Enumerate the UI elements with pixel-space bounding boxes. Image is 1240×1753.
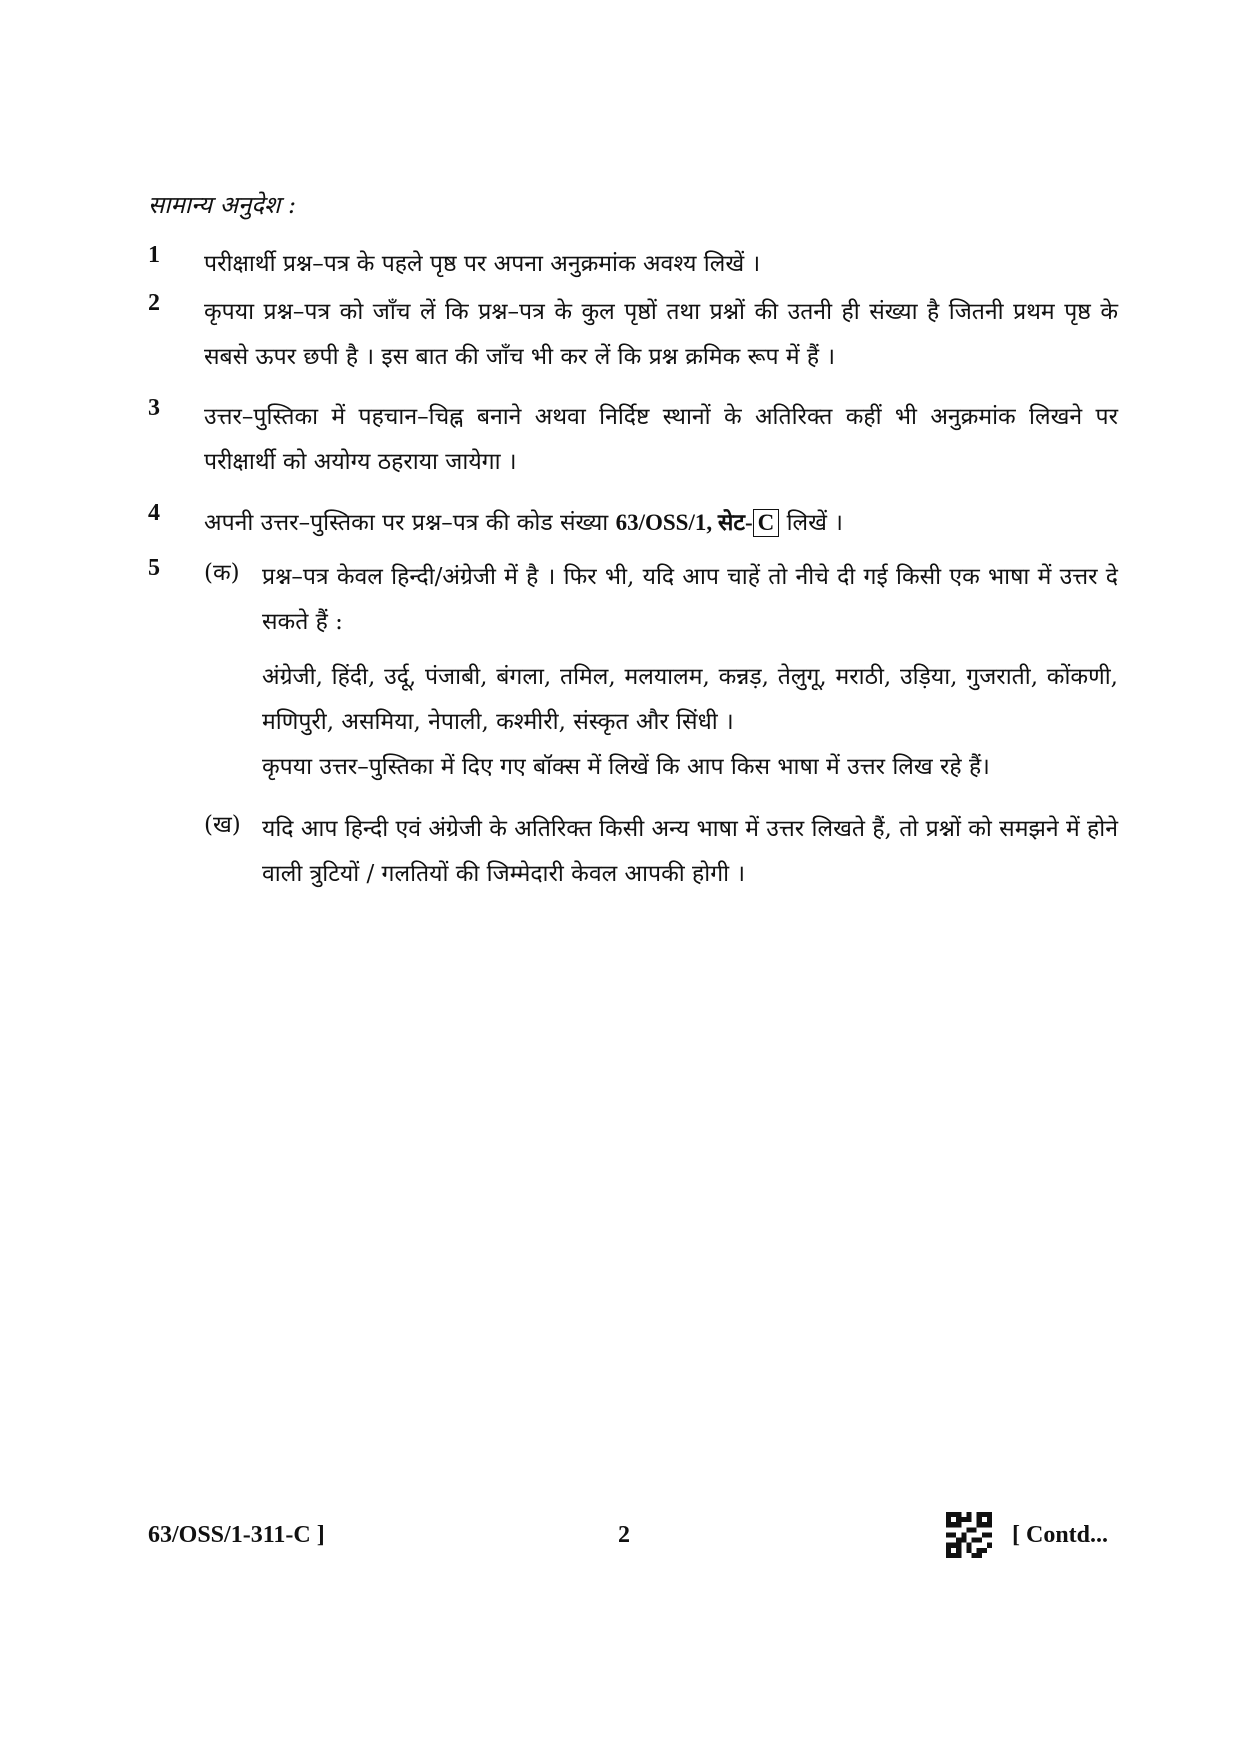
paper-code: 63/OSS/1, सेट- xyxy=(615,510,753,535)
instruction-number: 2 xyxy=(148,290,160,316)
instruction-text: कृपया प्रश्न–पत्र को जाँच लें कि प्रश्न–पत्र के कुल पृष्ठों तथा प्रश्नों की उतनी ही संख्या है जितनी प्रथम पृष्ठ के सबसे ऊपर छपी है । इस बात की जाँच भी कर लें कि प्रश्न क्रमिक रूप में हैं । xyxy=(204,299,1118,370)
sub-label-kha: (ख) xyxy=(204,812,241,838)
sub-text-ka: प्रश्न–पत्र केवल हिन्दी/अंग्रेजी में है । फिर भी, यदि आप चाहें तो नीचे दी गई किसी एक भाषा में उत्तर दे सकते हैं : xyxy=(262,564,1118,635)
code-instruction-text: अपनी उत्तर–पुस्तिका पर प्रश्न–पत्र की कोड संख्या xyxy=(204,510,609,536)
instruction-number: 3 xyxy=(148,395,160,421)
set-box: C xyxy=(753,509,780,537)
general-instructions-heading: सामान्य अनुदेश : xyxy=(148,191,297,219)
sub-text-kha: यदि आप हिन्दी एवं अंग्रेजी के अतिरिक्त किसी अन्य भाषा में उत्तर लिखते हैं, तो प्रश्नों को समझने में होने वाली त्रुटियों / गलतियों की जिम्मेदारी केवल आपकी होगी । xyxy=(262,816,1118,887)
sub-label-ka: (क) xyxy=(204,560,240,586)
footer-paper-code: 63/OSS/1-311-C ] xyxy=(148,1522,325,1548)
language-box-note: कृपया उत्तर–पुस्तिका में दिए गए बॉक्स में लिखें कि आप किस भाषा में उत्तर लिख रहे हैं। xyxy=(262,754,990,780)
qr-code-icon xyxy=(946,1512,992,1558)
write-text: लिखें । xyxy=(786,510,843,536)
instruction-text: परीक्षार्थी प्रश्न–पत्र के पहले पृष्ठ पर अपना अनुक्रमांक अवश्य लिखें । xyxy=(204,251,761,277)
instruction-number: 4 xyxy=(148,500,160,526)
instruction-5 xyxy=(148,555,1118,915)
instruction-text: उत्तर–पुस्तिका में पहचान–चिह्न बनाने अथवा निर्दिष्ट स्थानों के अतिरिक्त कहीं भी अनुक्रमांक लिखने पर परीक्षार्थी को अयोग्य ठहराया जायेगा । xyxy=(204,404,1118,475)
instruction-number: 1 xyxy=(148,242,160,268)
continued-label: [ Contd... xyxy=(1012,1522,1109,1548)
languages-list: अंग्रेजी, हिंदी, उर्दू, पंजाबी, बंगला, तमिल, मलयालम, कन्नड़, तेलुगू, मराठी, उड़िया, गुजराती, कोंकणी, मणिपुरी, असमिया, नेपाली, कश्मीरी, संस्कृत और सिंधी । xyxy=(262,664,1118,735)
page-number: 2 xyxy=(618,1522,630,1548)
instruction-text xyxy=(204,500,1118,546)
instruction-number: 5 xyxy=(148,555,160,581)
